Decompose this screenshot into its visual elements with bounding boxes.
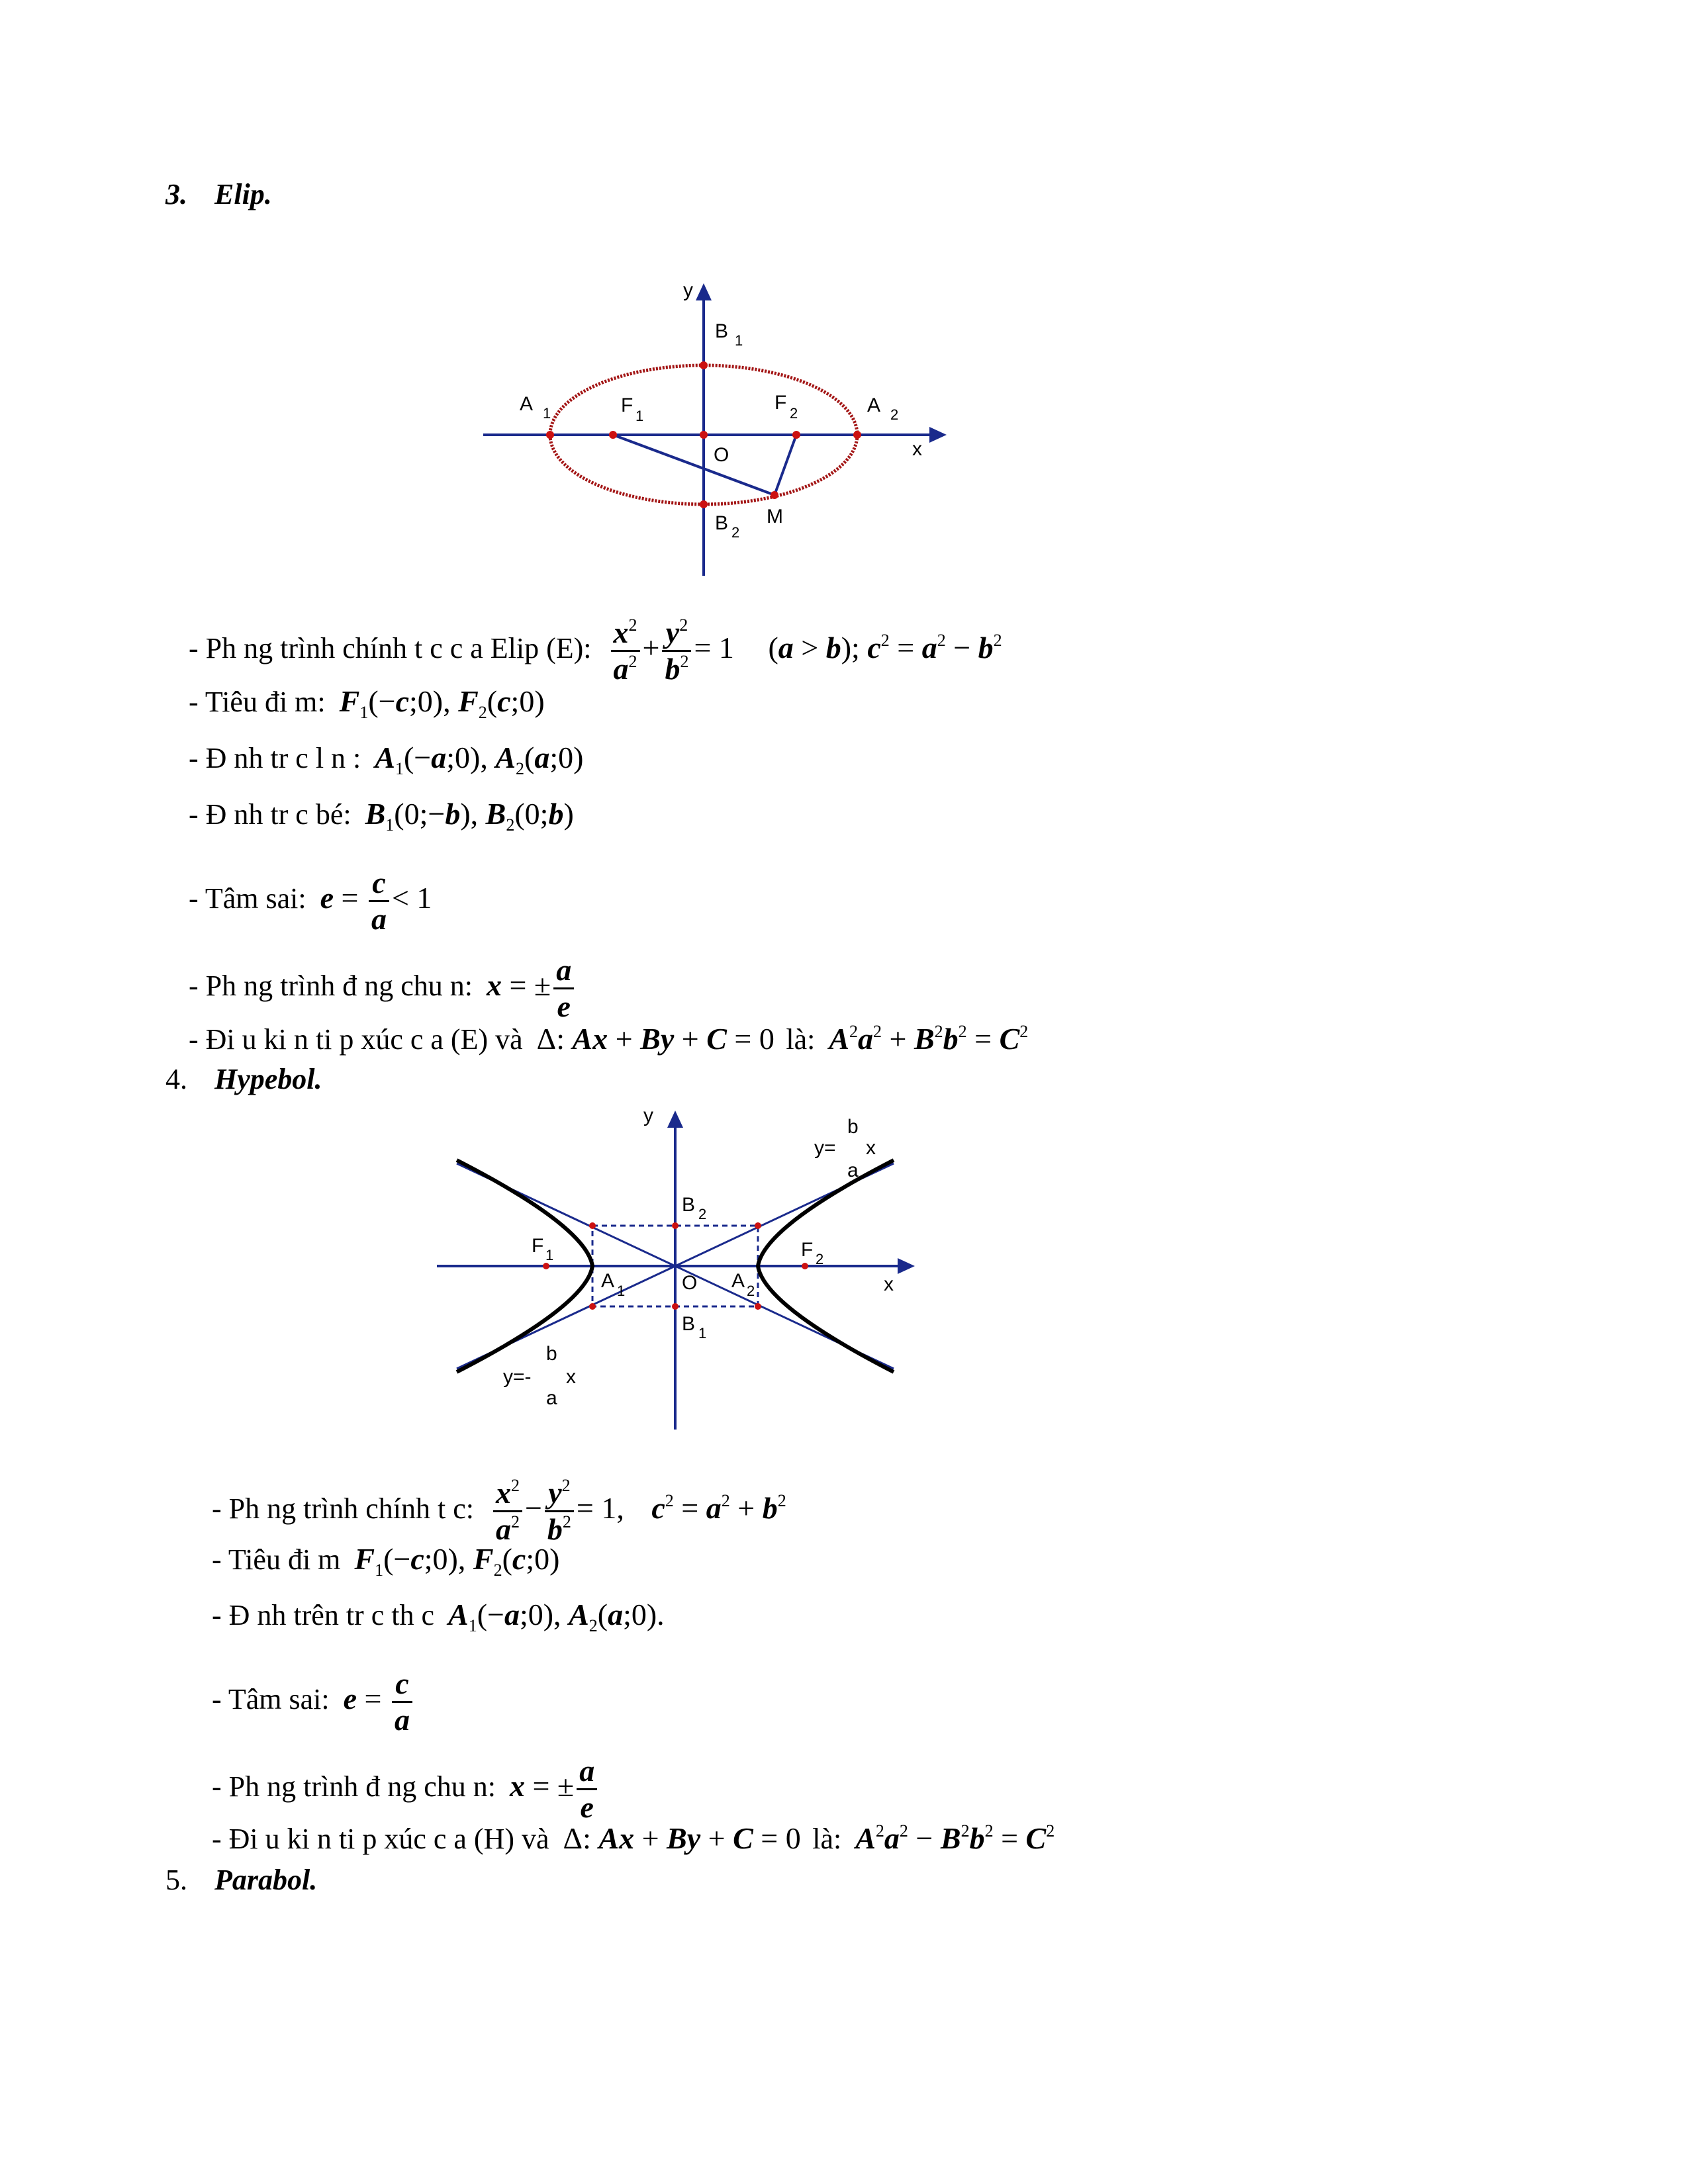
line-text: là: <box>786 1023 816 1056</box>
hyperbola-eccentricity-line <box>212 1666 415 1737</box>
ellipse-major-vertices: $A_1(-a;0)$, $A_2(a;0)$ <box>375 741 584 778</box>
label-a1: A <box>520 393 534 415</box>
point-b1 <box>672 1303 679 1310</box>
section-number: 3. <box>165 178 187 210</box>
hyperbola-vertices: $A_1(-a;0)$, $A_2(a;0)$. <box>448 1598 665 1635</box>
section-number: 4. <box>165 1063 187 1095</box>
asym-top-a: a <box>847 1160 859 1181</box>
line-text: - Đ nh tr c bé: <box>189 798 352 831</box>
label-b2-sub: 2 <box>698 1206 707 1222</box>
focal-radius-f1m <box>613 435 774 495</box>
line-text: - Đ nh trên tr c th c <box>212 1599 434 1631</box>
ellipse-minor-vertices-line <box>189 794 574 834</box>
label-a1: A <box>601 1270 615 1292</box>
x-axis-arrow-icon <box>929 427 947 443</box>
section-title: Elip. <box>214 178 272 210</box>
label-a1-sub: 1 <box>617 1283 626 1299</box>
hyperbola-vertices-line <box>212 1595 665 1635</box>
label-b2: B <box>682 1194 696 1216</box>
y-axis-arrow-icon <box>696 283 712 300</box>
point-f1 <box>543 1263 549 1269</box>
ellipse-foci-line <box>189 682 545 721</box>
label-f1: F <box>532 1235 544 1257</box>
ellipse-tangent-condition: Δ: Ax + By + C = 0 <box>536 1022 782 1056</box>
hyperbola-equation: $\frac{x^2}{a^2}$ − $\frac{y^2}{b^2}$ = 1, $c^2 = a^2 + b^2$ <box>491 1491 786 1525</box>
hyperbola-tangent-formula: $A^2a^2 - B^2b^2 = C^2$ <box>855 1821 1055 1855</box>
label-b1-sub: 1 <box>735 332 743 349</box>
label-b1: B <box>682 1313 696 1335</box>
ellipse-directrix: x = ± $\frac{a}{e}$ <box>487 968 577 1002</box>
asym-top-prefix: y= <box>814 1137 836 1159</box>
point-m <box>771 491 778 499</box>
label-f2: F <box>801 1239 814 1261</box>
rect-corner-point <box>589 1303 596 1310</box>
label-f1-sub: 1 <box>545 1247 554 1263</box>
section-heading-hypebol <box>165 1062 322 1096</box>
section-heading-elip <box>165 177 272 211</box>
label-a2: A <box>731 1270 745 1292</box>
point-f1 <box>609 431 617 439</box>
asym-bot-a: a <box>546 1387 557 1409</box>
point-b1 <box>700 361 708 369</box>
line-text: - Đi u ki n ti p xúc c a (H) và <box>212 1823 549 1855</box>
label-f2-sub: 2 <box>816 1251 824 1267</box>
label-y: y <box>643 1105 653 1126</box>
ellipse-major-vertices-line <box>189 738 583 778</box>
line-text: - Tiêu đi m: <box>189 686 326 718</box>
hyperbola-tangent-condition: Δ: Ax + By + C = 0 <box>563 1821 809 1855</box>
asym-bot-x: x <box>566 1366 576 1388</box>
ellipse-directrix-line <box>189 953 577 1023</box>
label-f2: F <box>774 392 787 414</box>
asym-bot-prefix: y=- <box>503 1366 532 1388</box>
label-a2-sub: 2 <box>890 406 899 423</box>
ellipse-foci: $F_1(-c;0)$, $F_2(c;0)$ <box>339 684 545 722</box>
hyperbola-tangent-line <box>212 1819 1055 1858</box>
hyperbola-directrix-line <box>212 1754 600 1824</box>
label-o: O <box>714 444 729 466</box>
section-heading-parabol <box>165 1863 317 1897</box>
hyperbola-directrix: x = ± $\frac{a}{e}$ <box>510 1769 600 1803</box>
label-f1: F <box>621 394 633 416</box>
point-f2 <box>802 1263 808 1269</box>
ellipse-tangent-formula: $A^2a^2 + B^2b^2 = C^2$ <box>829 1022 1029 1056</box>
point-a1 <box>546 431 554 439</box>
label-a2-sub: 2 <box>747 1283 755 1299</box>
line-text: - Ph ng trình đ ng chu n: <box>212 1770 496 1803</box>
x-axis-arrow-icon <box>898 1258 915 1274</box>
label-o: O <box>682 1272 698 1294</box>
section-title: Hypebol. <box>214 1063 322 1095</box>
label-a1-sub: 1 <box>543 405 551 422</box>
label-y: y <box>683 279 693 301</box>
line-text: - Đi u ki n ti p xúc c a (E) và <box>189 1023 523 1056</box>
ellipse-equation-line <box>189 615 1002 686</box>
label-x: x <box>884 1273 894 1295</box>
hyperbola-figure <box>424 1092 927 1436</box>
point-a2 <box>853 431 861 439</box>
asym-bot-b: b <box>546 1343 557 1365</box>
line-text: - Ph ng trình đ ng chu n: <box>189 970 473 1003</box>
line-text: - Tâm sai: <box>189 882 306 915</box>
line-text: - Ph ng trình chính t c: <box>212 1492 474 1525</box>
label-b1: B <box>715 320 729 342</box>
ellipse-eccentricity-line <box>189 866 432 936</box>
ellipse-equation: $\frac{x^2}{a^2}$ + $\frac{y^2}{b^2}$ = 1 (a > b); $c^2 = a^2 - b^2$ <box>608 631 1002 664</box>
focal-radius-f2m <box>774 435 796 495</box>
point-f2 <box>792 431 800 439</box>
hyperbola-foci-line <box>212 1539 559 1579</box>
label-f1-sub: 1 <box>635 408 644 424</box>
label-a2: A <box>867 394 881 416</box>
rect-corner-point <box>589 1222 596 1229</box>
ellipse-minor-vertices: $B_1(0;-b)$, $B_2(0;b)$ <box>365 797 574 835</box>
hyperbola-equation-line <box>212 1476 786 1546</box>
line-text: - Tiêu đi m <box>212 1543 341 1576</box>
y-axis-arrow-icon <box>667 1111 683 1128</box>
label-f2-sub: 2 <box>790 405 798 422</box>
label-b2-sub: 2 <box>731 524 740 541</box>
ellipse-figure <box>463 271 966 582</box>
point-o <box>700 431 708 439</box>
ellipse-tangent-line <box>189 1019 1028 1059</box>
label-b2: B <box>715 512 729 534</box>
label-x: x <box>912 438 922 460</box>
section-number: 5. <box>165 1864 187 1896</box>
ellipse-eccentricity: e = $\frac{c}{a}$ < 1 <box>320 866 432 936</box>
point-b2 <box>700 500 708 508</box>
label-m: M <box>767 506 783 527</box>
hyperbola-eccentricity: e = $\frac{c}{a}$ <box>344 1682 415 1715</box>
line-text: - Tâm sai: <box>212 1683 330 1716</box>
rect-corner-point <box>755 1303 761 1310</box>
point-b2 <box>672 1222 679 1229</box>
line-text: - Đ nh tr c l n : <box>189 742 361 774</box>
asym-top-x: x <box>866 1137 876 1159</box>
label-b1-sub: 1 <box>698 1325 707 1342</box>
asym-top-b: b <box>847 1116 859 1138</box>
line-text: - Ph ng trình chính t c c a Elip (E): <box>189 632 592 665</box>
rect-corner-point <box>755 1222 761 1229</box>
line-text: là: <box>812 1823 842 1855</box>
section-title: Parabol. <box>214 1864 318 1896</box>
hyperbola-foci: $F_1(-c;0)$, $F_2(c;0)$ <box>354 1542 560 1580</box>
